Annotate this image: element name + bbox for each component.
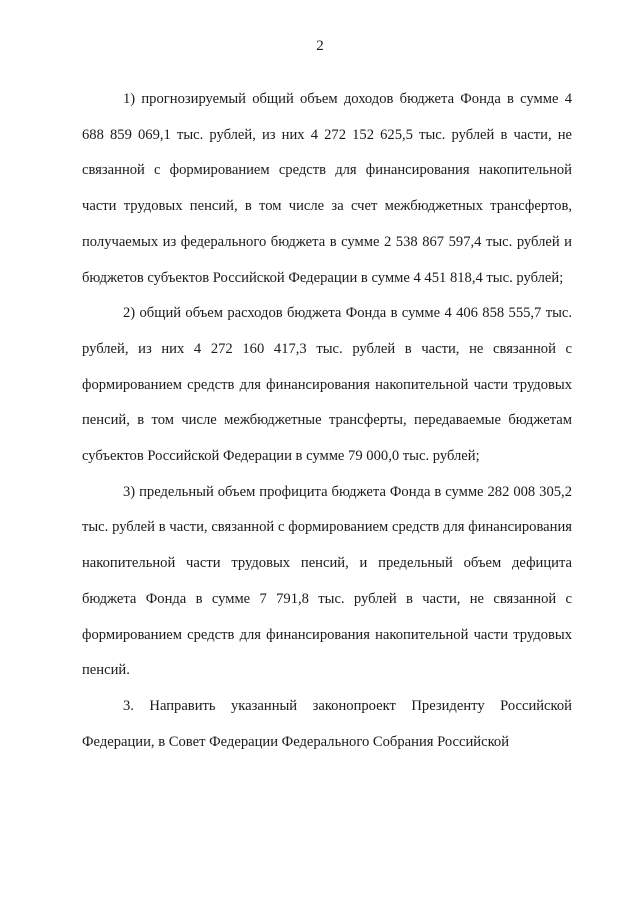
paragraph-revenue: 1) прогнозируемый общий объем доходов бюджета Фонда в сумме 4 688 859 069,1 тыс. рублей, из них 4 272 152 625,5 тыс. рублей в части, не связанной с формированием средств для финансирования накопительной части трудовых пенсий, в том числе за счет межбюджетных трансфертов, получаемых из федерального бюджета в сумме 2 538 867 597,4 тыс. рублей и бюджетов субъектов Российской Федерации в сумме 4 451 818,4 тыс. рублей; [82, 91, 572, 286]
paragraph-surplus-deficit: 3) предельный объем профицита бюджета Фонда в сумме 282 008 305,2 тыс. рублей в части, связанной с формированием средств для финансирования накопительной части трудовых пенсий, и предельный объем дефицита бюджета Фонда в сумме 7 791,8 тыс. рублей в части, не связанной с формированием средств для финансирования накопительной части трудовых пенсий. [82, 483, 572, 679]
paragraph-expenditure: 2) общий объем расходов бюджета Фонда в сумме 4 406 858 555,7 тыс. рублей, из них 4 272 160 417,3 тыс. рублей в части, не связанной с формированием средств для финансирования накопительной части трудовых пенсий, в том числе межбюджетные трансферты, передаваемые бюджетам субъектов Российской Федерации в сумме 79 000,0 тыс. рублей; [82, 305, 572, 465]
paragraph-clause-3: 3. Направить указанный законопроект Президенту Российской Федерации, в Совет Федерации Федерального Собрания Российской [82, 697, 572, 750]
page-number: 2 [316, 38, 324, 54]
document-body [82, 82, 572, 760]
